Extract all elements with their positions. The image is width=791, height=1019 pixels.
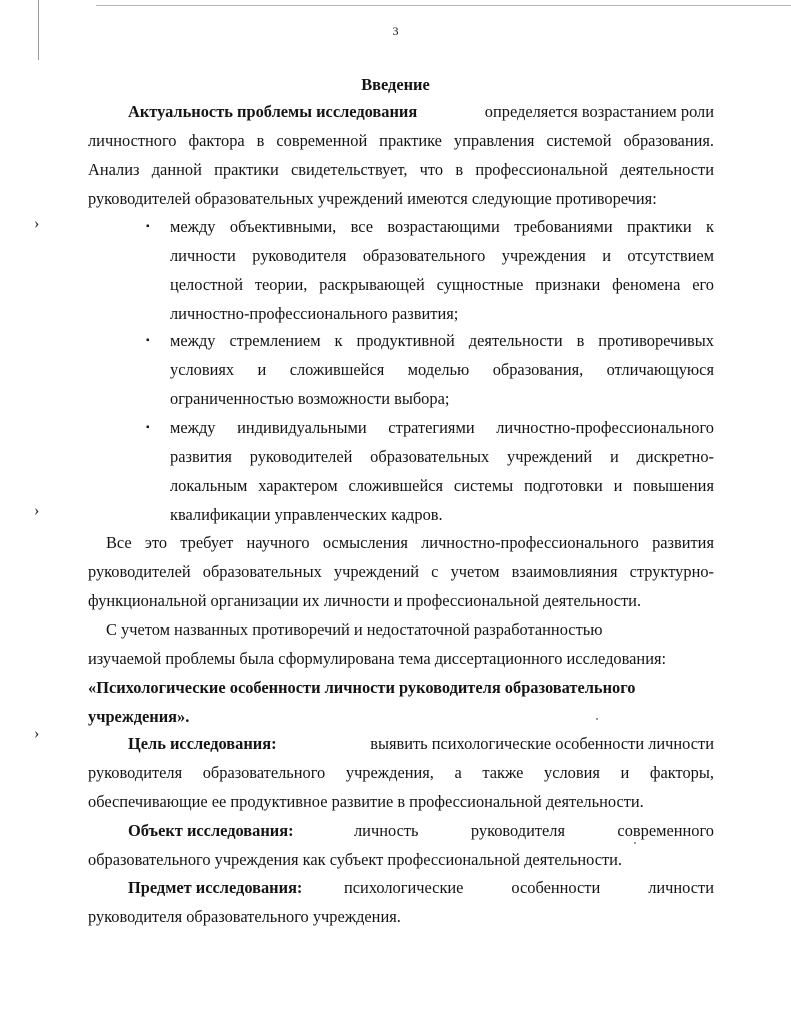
para-line: С учетом названных противоречий и недостаточной разработанностью <box>106 620 603 639</box>
scan-top-rule <box>96 5 791 6</box>
binding-mark-icon: › <box>34 215 40 232</box>
bullet-line: квалификации управленческих кадров. <box>170 505 443 524</box>
bullet-line: между индивидуальными стратегиями личностно-профессионального <box>170 418 714 437</box>
bullet-line: личностно-профессионального развития; <box>170 304 459 323</box>
binding-mark-icon: › <box>34 502 40 519</box>
intro-lead-rest: определяется возрастанием роли <box>484 102 714 121</box>
bullet-marker-icon: ▪ <box>146 422 150 433</box>
topic-title: «Психологические особенности личности руководителя образовательного <box>88 678 636 697</box>
subject-first-line <box>128 880 714 896</box>
goal-line: обеспечивающие ее продуктивное развитие в профессиональной деятельности. <box>88 792 644 811</box>
topic-title: учреждения». <box>88 707 190 726</box>
intro-first-line <box>128 104 714 120</box>
para-line: функциональной организации их личности и профессиональной деятельности. <box>88 591 642 610</box>
page-number: 3 <box>392 24 399 38</box>
object-first-line <box>128 823 714 839</box>
goal-first-line <box>128 736 714 752</box>
goal-first-rest: выявить психологические особенности личности <box>370 734 714 753</box>
section-heading: Введение <box>361 75 430 94</box>
subject-label: Предмет исследования: <box>128 878 303 897</box>
subject-line: руководителя образовательного учреждения. <box>88 907 401 926</box>
object-first-rest: личность руководителя современного <box>354 821 714 840</box>
bullet-marker-icon: ▪ <box>146 221 150 232</box>
bullet-line: локальным характером сложившейся системы подготовки и повышения <box>170 476 714 495</box>
binding-mark-icon: › <box>34 725 40 742</box>
goal-line: руководителя образовательного учреждения, а также условия и факторы, <box>88 763 714 782</box>
bullet-line: условиях и сложившейся моделью образования, отличающуюся <box>170 360 714 379</box>
intro-lead-bold: Актуальность проблемы исследования <box>128 102 418 121</box>
bullet-line: личности руководителя образовательного учреждения и отсутствием <box>170 246 714 265</box>
bullet-line: между объективными, все возрастающими требованиями практики к <box>170 217 714 236</box>
scan-speck <box>634 842 636 844</box>
goal-label: Цель исследования: <box>128 734 277 753</box>
para-line: руководителей образовательных учреждений с учетом взаимовлияния структурно- <box>88 562 714 581</box>
intro-line: Анализ данной практики свидетельствует, что в профессиональной деятельности <box>88 160 714 179</box>
bullet-marker-icon: ▪ <box>146 335 150 346</box>
intro-line: руководителей образовательных учреждений имеются следующие противоречия: <box>88 189 657 208</box>
bullet-line: между стремлением к продуктивной деятельности в противоречивых <box>170 331 714 350</box>
bullet-line: ограниченностью возможности выбора; <box>170 389 450 408</box>
object-label: Объект исследования: <box>128 821 294 840</box>
para-line: изучаемой проблемы была сформулирована тема диссертационного исследования: <box>88 649 667 668</box>
bullet-line: целостной теории, раскрывающей сущностные признаки феномена его <box>170 275 714 294</box>
scan-speck <box>596 718 598 720</box>
intro-line: личностного фактора в современной практике управления системой образования. <box>88 131 714 150</box>
subject-first-rest: психологические особенности личности <box>344 878 714 897</box>
para-line: Все это требует научного осмысления личностно-профессионального развития <box>106 533 714 552</box>
bullet-line: развития руководителей образовательных учреждений и дискретно- <box>170 447 714 466</box>
object-line: образовательного учреждения как субъект профессиональной деятельности. <box>88 850 623 869</box>
